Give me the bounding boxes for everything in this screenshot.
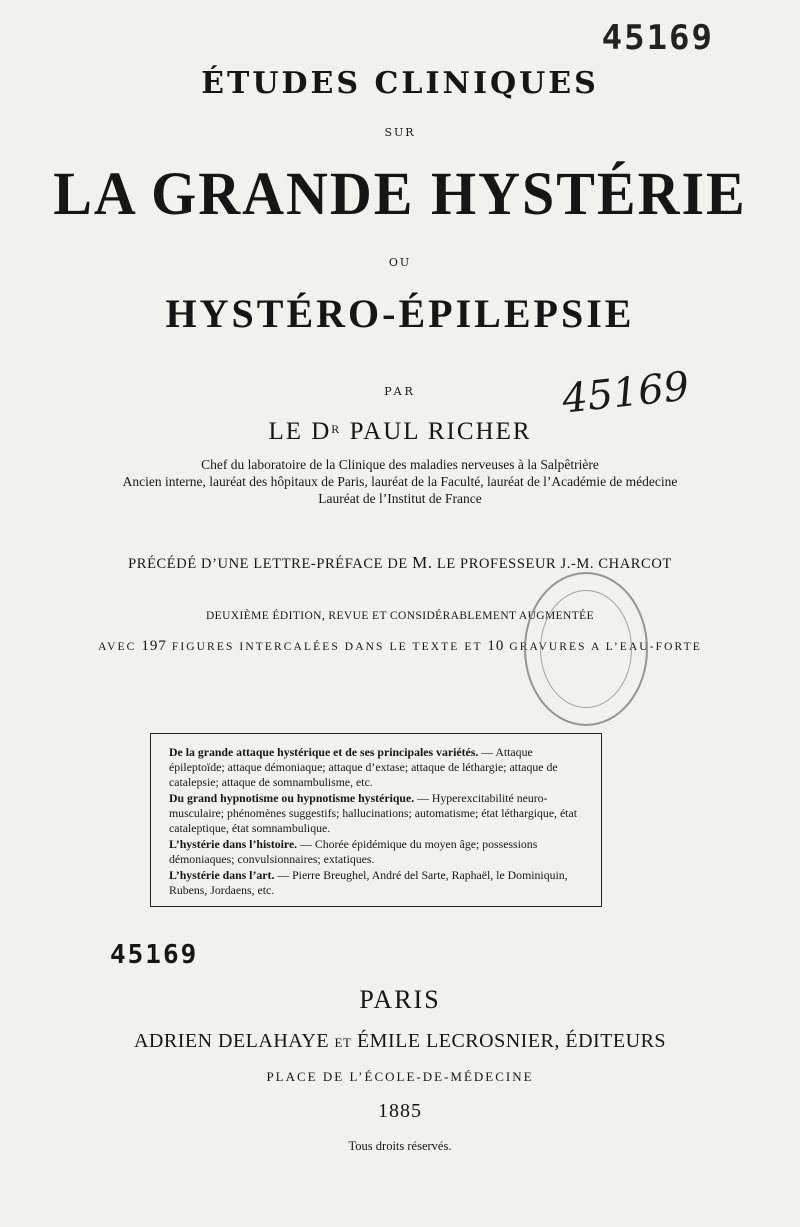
figures-mid: FIGURES INTERCALÉES DANS LE TEXTE ET: [166, 641, 488, 653]
credential-line: Ancien interne, lauréat des hôpitaux de Paris, lauréat de la Faculté, lauréat de l’Académie de médecine: [122, 474, 678, 489]
author-line: [0, 418, 800, 446]
figures-line: [0, 638, 800, 655]
contents-entry-head: De la grande attaque hystérique et de ses principales variétés.: [169, 745, 479, 759]
contents-entry: [169, 837, 587, 867]
contents-entry-body: — Chorée épidémique du moyen âge; possessions démoniaques; convulsionnaires; extatiques.: [169, 837, 538, 866]
preface-m: M.: [412, 553, 433, 572]
alternate-title: HYSTÉRO-ÉPILEPSIE: [165, 291, 635, 336]
handwritten-number: 45169: [559, 363, 692, 423]
publication-year: 1885: [378, 1100, 422, 1122]
contents-entry: [169, 745, 587, 790]
contents-entry-head: L’hystérie dans l’histoire.: [169, 837, 298, 851]
credential-line: Chef du laboratoire de la Clinique des maladies nerveuses à la Salpêtrière: [201, 457, 599, 472]
conjunction-sur: SUR: [384, 126, 416, 139]
contents-box: [150, 733, 602, 907]
contents-entry-body: — Hyperexcitabilité neuro-musculaire; phénomènes suggestifs; hallucinations; automatisme; état léthargique, état cataleptique, état somnambulique.: [169, 791, 577, 835]
credential-line: Lauréat de l’Institut de France: [318, 491, 482, 506]
library-seal-icon: [524, 572, 648, 726]
contents-entry-head: L’hystérie dans l’art.: [169, 868, 275, 882]
figures-count: 197: [141, 638, 167, 654]
conjunction-ou: OU: [388, 256, 412, 269]
figures-end: GRAVURES A L’EAU-FORTE: [504, 641, 702, 653]
contents-entry: [169, 791, 587, 836]
publisher-address: PLACE DE L’ÉCOLE-DE-MÉDECINE: [266, 1069, 534, 1084]
inventory-stamp-number: 45169: [110, 940, 199, 970]
author-prefix-sup: R: [331, 422, 342, 436]
publisher-et: ET: [334, 1035, 352, 1050]
engravings-count: 10: [487, 638, 505, 654]
preface-before: PRÉCÉDÉ D’UNE LETTRE-PRÉFACE DE: [128, 556, 413, 572]
publication-city: PARIS: [359, 985, 441, 1014]
library-stamp-number: 45169: [601, 18, 714, 58]
publisher-second: ÉMILE LECROSNIER, ÉDITEURS: [351, 1030, 667, 1052]
conjunction-par: PAR: [384, 385, 416, 398]
preface-after: LE PROFESSEUR J.-M. CHARCOT: [432, 556, 672, 572]
contents-entry-head: Du grand hypnotisme ou hypnotisme hystérique.: [169, 791, 415, 805]
rights-notice: Tous droits réservés.: [348, 1139, 452, 1153]
title-line-1: ÉTUDES CLINIQUES: [201, 66, 599, 101]
library-seal-inner-ring: [540, 590, 632, 708]
publisher-first: ADRIEN DELAHAYE: [133, 1030, 335, 1052]
contents-entry-body: — Pierre Breughel, André del Sarte, Raphaël, le Dominiquin, Rubens, Jordaens, etc.: [169, 868, 568, 897]
preface-line: [0, 553, 800, 573]
author-prefix: LE D: [268, 418, 332, 445]
figures-avec: AVEC: [98, 641, 142, 653]
publisher-line: [0, 1030, 800, 1053]
edition-line: DEUXIÈME ÉDITION, REVUE ET CONSIDÉRABLEMENT AUGMENTÉE: [205, 610, 595, 622]
author-name: PAUL RICHER: [341, 418, 532, 445]
contents-entry: [169, 868, 587, 898]
contents-entry-body: — Attaque épileptoïde; attaque démoniaque; attaque d’extase; attaque de léthargie; attaque de catalepsie; attaque de somnambulisme, etc.: [169, 745, 558, 789]
main-title: LA GRANDE HYSTÉRIE: [53, 159, 747, 228]
